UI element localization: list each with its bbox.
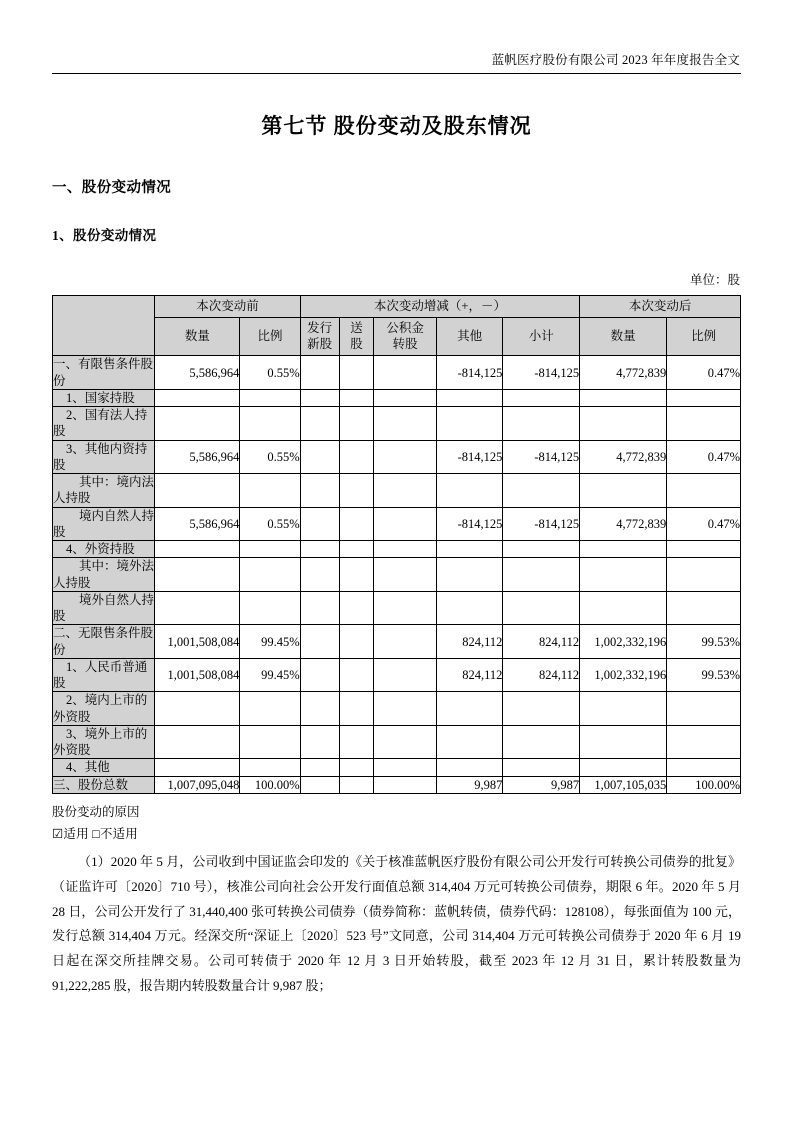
row-label [53,389,155,406]
cell-qty-before: 1,001,508,084 [155,625,240,659]
cell-pct-before: 0.55% [240,440,300,474]
cell-subtotal: 9,987 [503,776,580,793]
cell-other [436,759,503,776]
cell-subtotal [503,474,580,508]
header-capital-reserve [374,318,436,356]
cell-qty-after: 4,772,839 [580,440,667,474]
cell-qty-after: 1,002,332,196 [580,658,667,692]
cell-pct-after: 99.53% [667,658,741,692]
header-qty-before: 数量 [155,318,240,356]
cell-qty-before [155,558,240,592]
row-label-text: 3、其他内资持股 [53,441,148,472]
cell-subtotal [503,591,580,625]
cell-other: -814,125 [436,507,503,541]
header-new-issue-line1: 发行 [307,321,333,336]
cell-bonus [339,658,374,692]
cell-fund [374,474,436,508]
cell-new-issue [300,474,339,508]
cell-qty-before [155,389,240,406]
cell-new-issue [300,776,339,793]
cell-pct-before: 0.55% [240,507,300,541]
cell-new-issue [300,625,339,659]
cell-pct-after [667,541,741,558]
cell-bonus [339,407,374,441]
cell-other [436,474,503,508]
cell-qty-before [155,591,240,625]
cell-bonus [339,776,374,793]
cell-pct-before [240,389,300,406]
cell-subtotal: -814,125 [503,440,580,474]
cell-bonus [339,591,374,625]
table-row [53,759,741,776]
table-row [53,474,741,508]
cell-qty-after [580,558,667,592]
table-row [53,658,741,692]
cell-pct-before: 99.45% [240,658,300,692]
cell-fund [374,541,436,558]
cell-new-issue [300,658,339,692]
cell-bonus [339,440,374,474]
share-change-table [52,295,741,794]
cell-pct-after [667,692,741,726]
cell-new-issue [300,507,339,541]
row-label [53,558,155,592]
row-label [53,625,155,659]
cell-qty-before: 1,007,095,048 [155,776,240,793]
table-row [53,625,741,659]
cell-other: -814,125 [436,440,503,474]
row-label-text: 一、有限售条件股份 [53,357,154,388]
cell-qty-before [155,541,240,558]
sub-heading: 1、股份变动情况 [52,227,157,243]
row-label-text: 其中：境内法人持股 [53,475,155,506]
page-title: 第七节 股份变动及股东情况 [261,113,532,138]
table-row [53,591,741,625]
cell-pct-before [240,541,300,558]
cell-other: 824,112 [436,658,503,692]
cell-pct-after: 100.00% [667,776,741,793]
cell-other: 9,987 [436,776,503,793]
cell-qty-after [580,692,667,726]
header-group-before: 本次变动前 [155,295,300,318]
cell-qty-after [580,474,667,508]
cell-pct-after [667,407,741,441]
cell-fund [374,692,436,726]
row-label-text: 3、境外上市的外资股 [53,726,148,758]
cell-subtotal [503,692,580,726]
cell-qty-after: 1,002,332,196 [580,625,667,659]
change-reason-paragraph: （1）2020 年 5 月，公司收到中国证监会印发的《关于核准蓝帆医疗股份有限公司公开发行可转换公司债券的批复》（证监许可〔2020〕710 号），核准公司向社会公开发行面值总额 314,404 万元可转换公司债券，期限 6 年。2020 年 5 月 28 日，公司公开发行了 31,440,400 张可转换公司债券（债券简称：蓝帆转债，债券代码：128108），每张面值为 100 元，发行总额 314,404 万元。经深交所“深证上〔2020〕523 号”文同意，公司 314,404 万元可转换公司债券于 2020 年 6 月 19 日起在深交所挂牌交易。公司可转债于 2020 年 12 月 3 日开始转股，截至 2023 年 12 月 31 日，累计转股数量为 91,222,285 股，报告期内转股数量合计 9,987 股； [52,853,741,994]
cell-new-issue [300,591,339,625]
cell-other [436,558,503,592]
change-reason-label: 股份变动的原因 [52,804,140,819]
table-body [53,356,741,794]
header-subtotal: 小计 [503,318,580,356]
cell-qty-after: 1,007,105,035 [580,776,667,793]
cell-bonus [339,692,374,726]
cell-qty-before: 1,001,508,084 [155,658,240,692]
row-label-text: 三、股份总数 [53,777,129,792]
row-label [53,507,155,541]
cell-subtotal: 824,112 [503,658,580,692]
row-label [53,474,155,508]
cell-fund [374,625,436,659]
cell-fund [374,725,436,759]
row-label-text: 4、外资持股 [66,542,135,557]
table-row [53,507,741,541]
cell-subtotal: 824,112 [503,625,580,659]
cell-pct-before [240,692,300,726]
cell-fund [374,776,436,793]
cell-new-issue [300,541,339,558]
cell-qty-before: 5,586,964 [155,356,240,390]
cell-pct-after [667,389,741,406]
cell-other [436,389,503,406]
cell-new-issue [300,356,339,390]
table-row [53,407,741,441]
table-row [53,440,741,474]
cell-bonus [339,474,374,508]
row-label [53,591,155,625]
cell-new-issue [300,407,339,441]
cell-other [436,407,503,441]
cell-qty-after [580,759,667,776]
table-row [53,356,741,390]
cell-qty-before [155,692,240,726]
row-label-text: 境外自然人持股 [53,592,155,624]
cell-new-issue [300,440,339,474]
applicable-checkbox-line: ☑适用 □不适用 [52,826,138,841]
cell-bonus [339,725,374,759]
cell-qty-before [155,725,240,759]
cell-bonus [339,389,374,406]
cell-qty-after [580,407,667,441]
cell-qty-after [580,591,667,625]
cell-pct-after [667,558,741,592]
row-label-text: 1、人民币普通股 [53,659,148,691]
cell-fund [374,389,436,406]
table-group-header-row [53,295,741,318]
cell-pct-before: 0.55% [240,356,300,390]
table-row [53,558,741,592]
cell-pct-after [667,474,741,508]
cell-other [436,725,503,759]
header-bonus-line1: 送 [350,321,363,336]
cell-new-issue [300,692,339,726]
cell-bonus [339,759,374,776]
cell-other [436,692,503,726]
cell-other [436,591,503,625]
cell-fund [374,440,436,474]
table-column-header-row [53,318,741,356]
row-label-text: 4、其他 [66,760,110,775]
cell-pct-after: 0.47% [667,440,741,474]
cell-fund [374,356,436,390]
cell-new-issue [300,558,339,592]
cell-qty-before [155,407,240,441]
running-header [52,0,741,70]
row-label [53,759,155,776]
row-label [53,725,155,759]
cell-new-issue [300,389,339,406]
row-label-text: 1、国家持股 [66,390,135,405]
cell-subtotal [503,759,580,776]
header-pct-after: 比例 [667,318,741,356]
table-row [53,389,741,406]
cell-pct-before [240,725,300,759]
cell-qty-after: 4,772,839 [580,356,667,390]
header-blank-corner [53,295,155,356]
cell-bonus [339,356,374,390]
section-heading: 一、股份变动情况 [52,179,172,196]
cell-pct-before [240,558,300,592]
cell-bonus [339,625,374,659]
table-row [53,776,741,793]
cell-fund [374,407,436,441]
row-label [53,776,155,793]
header-bonus-line2: 股 [350,336,363,351]
header-new-issue [300,318,339,356]
cell-qty-after [580,541,667,558]
header-fund-line1: 公积金 [386,321,424,336]
cell-pct-before: 99.45% [240,625,300,659]
cell-qty-before [155,474,240,508]
cell-qty-before [155,759,240,776]
cell-other: -814,125 [436,356,503,390]
cell-fund [374,759,436,776]
row-label-text: 境内自然人持股 [53,508,155,539]
running-header-text: 蓝帆医疗股份有限公司 2023 年年度报告全文 [491,53,740,67]
header-group-after: 本次变动后 [580,295,741,318]
header-pct-before: 比例 [240,318,300,356]
header-group-change: 本次变动增减（+，－） [300,295,579,318]
cell-other: 824,112 [436,625,503,659]
cell-pct-after: 0.47% [667,356,741,390]
cell-pct-after: 99.53% [667,625,741,659]
cell-subtotal: -814,125 [503,507,580,541]
cell-pct-before [240,591,300,625]
table-row [53,725,741,759]
cell-qty-after [580,389,667,406]
row-label-text: 2、境内上市的外资股 [53,693,148,724]
row-label [53,407,155,441]
unit-note: 单位：股 [689,272,740,287]
cell-qty-after: 4,772,839 [580,507,667,541]
row-label [53,541,155,558]
row-label [53,692,155,726]
row-label [53,440,155,474]
cell-new-issue [300,759,339,776]
row-label [53,658,155,692]
cell-bonus [339,507,374,541]
header-qty-after: 数量 [580,318,667,356]
header-other: 其他 [436,318,503,356]
header-fund-line2: 转股 [392,336,418,351]
cell-fund [374,507,436,541]
cell-bonus [339,541,374,558]
cell-bonus [339,558,374,592]
header-divider [52,73,741,74]
cell-other [436,541,503,558]
cell-subtotal [503,407,580,441]
header-bonus-shares [339,318,374,356]
table-row [53,541,741,558]
cell-subtotal [503,725,580,759]
cell-new-issue [300,725,339,759]
cell-subtotal [503,389,580,406]
row-label [53,356,155,390]
row-label-text: 2、国有法人持股 [53,408,148,439]
cell-fund [374,591,436,625]
row-label-text: 其中：境外法人持股 [53,559,155,590]
cell-subtotal [503,558,580,592]
cell-pct-after: 0.47% [667,507,741,541]
cell-pct-before: 100.00% [240,776,300,793]
cell-pct-after [667,759,741,776]
cell-pct-before [240,759,300,776]
cell-pct-after [667,591,741,625]
cell-qty-before: 5,586,964 [155,507,240,541]
cell-qty-before: 5,586,964 [155,440,240,474]
cell-fund [374,558,436,592]
table-row [53,692,741,726]
row-label-text: 二、无限售条件股份 [53,626,154,657]
cell-fund [374,658,436,692]
cell-pct-before [240,474,300,508]
cell-qty-after [580,725,667,759]
cell-subtotal [503,541,580,558]
cell-pct-after [667,725,741,759]
cell-subtotal: -814,125 [503,356,580,390]
header-new-issue-line2: 新股 [307,336,333,351]
cell-pct-before [240,407,300,441]
